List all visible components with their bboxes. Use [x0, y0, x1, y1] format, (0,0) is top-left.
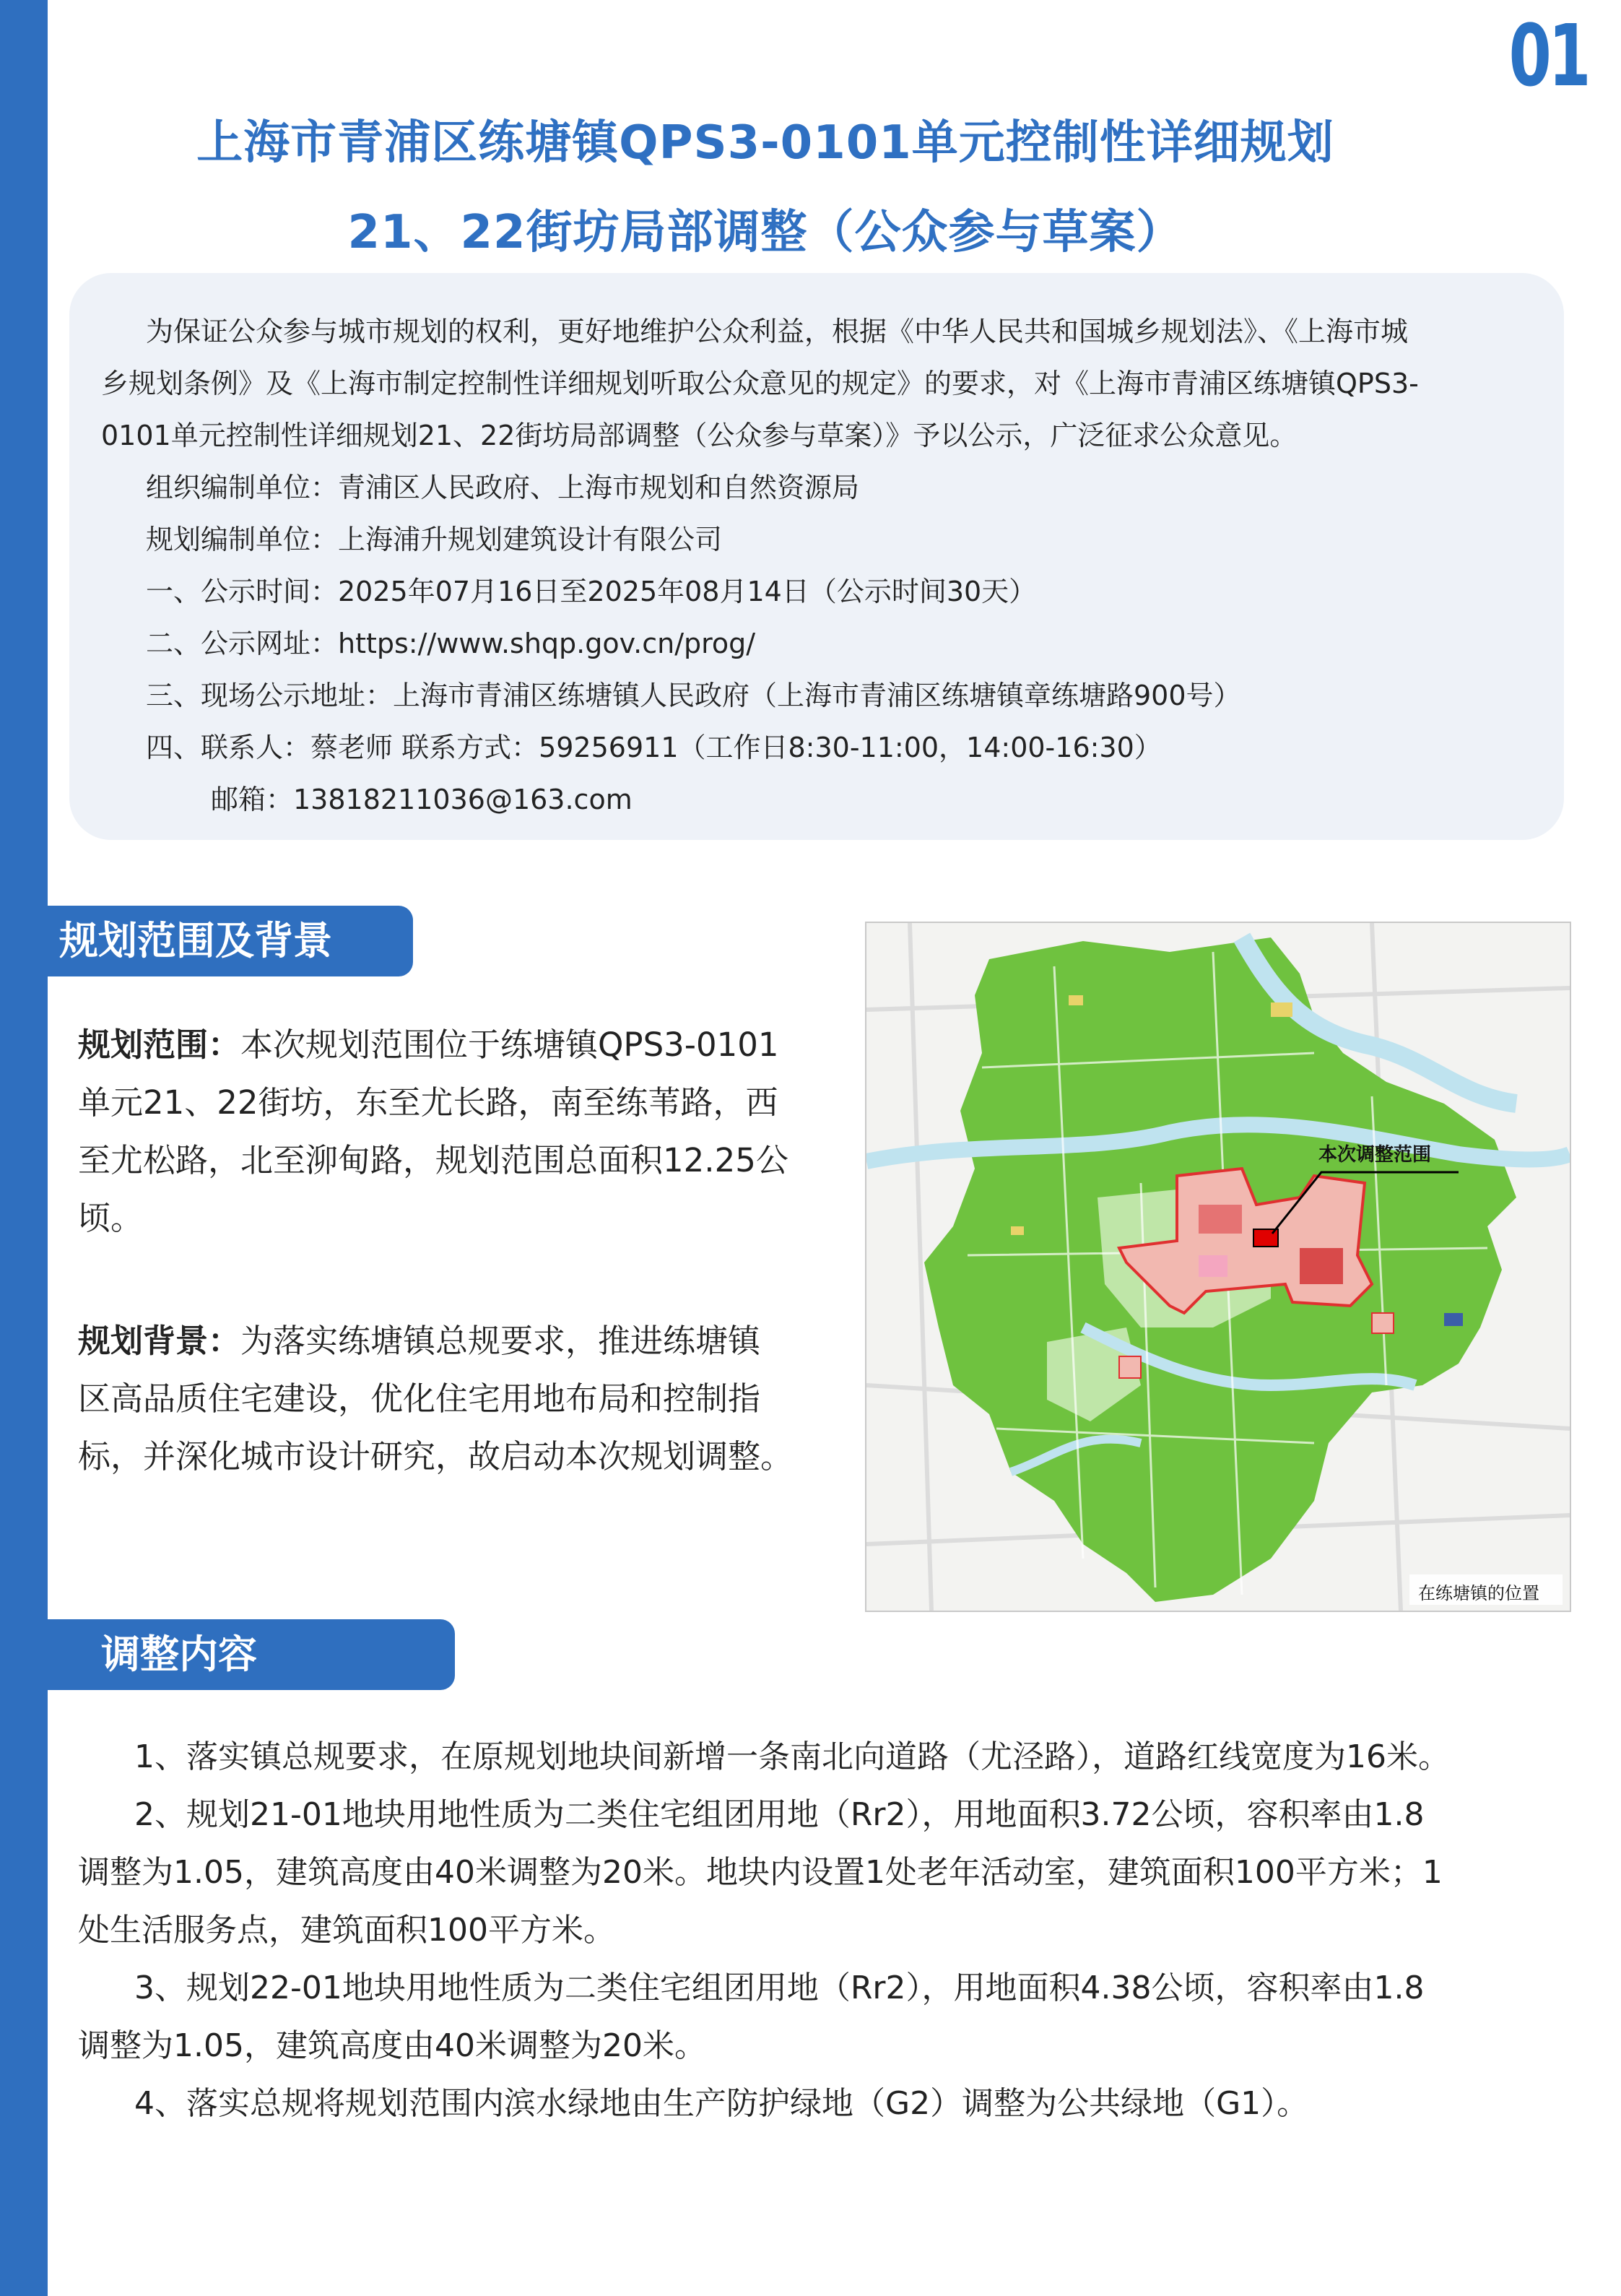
content-line1: 1、落实镇总规要求，在原规划地块间新增一条南北向道路（尤泾路），道路红线宽度为16米。 — [134, 1738, 1450, 1775]
notice-address: 三、现场公示地址：上海市青浦区练塘镇人民政府（上海市青浦区练塘镇章练塘路900号） — [146, 680, 1241, 711]
page-title-line2: 21、22街坊局部调整（公众参与草案） — [347, 206, 1183, 259]
map-graphic — [866, 923, 1570, 1611]
scope-label: 规划范围： — [78, 1026, 241, 1064]
bg-line2: 区高品质住宅建设，优化住宅用地布局和控制指 — [78, 1379, 761, 1418]
content-line7: 4、落实总规将规划范围内滨水绿地由生产防护绿地（G2）调整为公共绿地（G1）。 — [134, 2085, 1309, 2122]
content-line4: 处生活服务点，建筑面积100平方米。 — [78, 1912, 615, 1949]
notice-email: 邮箱：13818211036@163.com — [211, 784, 633, 815]
bg-line3: 标，并深化城市设计研究，故启动本次规划调整。 — [78, 1437, 794, 1476]
content-line2: 2、规划21-01地块用地性质为二类住宅组团用地（Rr2），用地面积3.72公顷，容积率由1.8 — [134, 1796, 1425, 1833]
bg-text-1: 为落实练塘镇总规要求，推进练塘镇 — [240, 1322, 761, 1360]
notice-org: 组织编制单位：青浦区人民政府、上海市规划和自然资源局 — [146, 472, 860, 503]
bg-line1 — [78, 1314, 760, 1361]
notice-box — [69, 273, 1564, 840]
notice-para-line1: 为保证公众参与城市规划的权利，更好地维护公众利益，根据《中华人民共和国城乡规划法》、《上海市城 — [146, 316, 1409, 347]
scope-text-1: 本次规划范围位于练塘镇QPS3-0101 — [240, 1026, 779, 1064]
map-caption: 在练塘镇的位置 — [1418, 1583, 1539, 1603]
map-callout-label: 本次调整范围 — [1318, 1144, 1432, 1166]
scope-line3: 至尤松路，北至泖甸路，规划范围总面积12.25公 — [78, 1141, 788, 1179]
scope-line4: 顷。 — [78, 1199, 144, 1237]
location-map — [865, 922, 1571, 1612]
scope-line2: 单元21、22街坊，东至尤长路，南至练苇路，西 — [78, 1083, 778, 1122]
left-accent-bar — [0, 0, 48, 2296]
page-number: 01 — [1508, 6, 1588, 105]
section-heading-scope: 规划范围及背景 — [48, 906, 413, 976]
notice-para-line2: 乡规划条例》及《上海市制定控制性详细规划听取公众意见的规定》的要求，对《上海市青浦区练塘镇QPS3- — [101, 368, 1419, 399]
notice-contact: 四、联系人：蔡老师 联系方式：59256911（工作日8:30-11:00，14:00-16:30） — [146, 732, 1162, 763]
page-title-line1: 上海市青浦区练塘镇QPS3-0101单元控制性详细规划 — [196, 116, 1334, 170]
notice-planner: 规划编制单位：上海浦升规划建筑设计有限公司 — [146, 524, 723, 555]
notice-time: 一、公示时间：2025年07月16日至2025年08月14日（公示时间30天） — [146, 576, 1037, 607]
content-line5: 3、规划22-01地块用地性质为二类住宅组团用地（Rr2），用地面积4.38公顷，容积率由1.8 — [134, 1970, 1425, 2006]
scope-line1 — [78, 1018, 779, 1065]
notice-para-line3: 0101单元控制性详细规划21、22街坊局部调整（公众参与草案）》予以公示，广泛征求公众意见。 — [101, 420, 1298, 451]
content-line3: 调整为1.05，建筑高度由40米调整为20米。地块内设置1处老年活动室，建筑面积100平方米；1 — [78, 1854, 1443, 1891]
section-heading-content: 调整内容 — [48, 1619, 455, 1690]
notice-website: 二、公示网址：https://www.shqp.gov.cn/prog/ — [146, 628, 756, 659]
bg-label: 规划背景： — [78, 1322, 241, 1360]
content-line6: 调整为1.05，建筑高度由40米调整为20米。 — [78, 2027, 706, 2064]
